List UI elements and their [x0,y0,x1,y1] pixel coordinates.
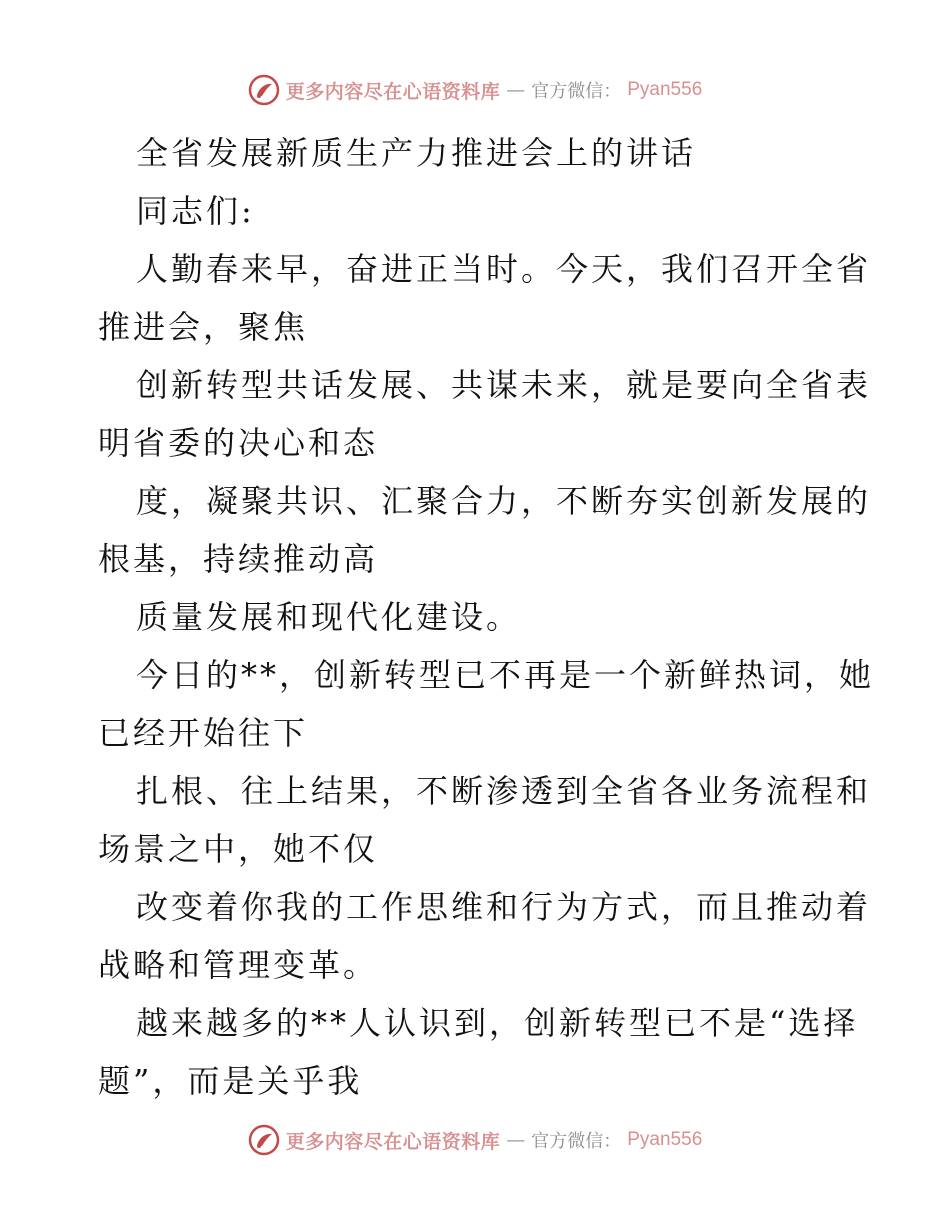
watermark-main-text: 更多内容尽在心语资料库 [285,80,501,103]
paragraph-line: 场景之中，她不仅 [98,830,379,868]
document-body [98,124,875,1110]
watermark-suffix: 官方微信： [531,81,622,102]
watermark-code: Pyan556 [627,1129,703,1150]
document-title: 全省发展新质生产力推进会上的讲话 [136,134,697,172]
watermark-suffix: 官方微信： [531,1131,622,1152]
paragraph-line: 根基，持续推动高 [98,540,379,578]
watermark-main-text: 更多内容尽在心语资料库 [285,1130,501,1153]
paragraph-line: 扎根、往上结果，不断渗透到全省各业务流程和 [136,772,872,810]
paragraph-line: 明省委的决心和态 [98,424,379,462]
paragraph-line: 今日的**，创新转型已不再是一个新鲜热词，她 [136,656,875,694]
watermark-code: Pyan556 [627,79,703,100]
paragraph-line: 越来越多的**人认识到，创新转型已不是“选择 [136,1004,859,1042]
paragraph-line: 创新转型共话发展、共谋未来，就是要向全省表 [136,366,872,404]
footer-watermark [0,1120,950,1160]
watermark-logo-icon [248,74,280,106]
paragraph-line: 改变着你我的工作思维和行为方式，而且推动着 [136,888,872,926]
paragraph-line: 质量发展和现代化建设。 [136,598,522,636]
watermark-logo-icon [248,1124,280,1156]
watermark-separator: — [506,1129,526,1151]
paragraph-line: 题”，而是关乎我 [98,1062,363,1100]
header-watermark [0,70,950,110]
watermark-separator: — [506,79,526,101]
paragraph-line: 度，凝聚共识、汇聚合力，不断夯实创新发展的 [136,482,872,520]
paragraph-line: 人勤春来早，奋进正当时。今天，我们召开全省 [136,250,872,288]
salutation: 同志们: [136,192,255,230]
paragraph-line: 已经开始往下 [98,714,309,752]
paragraph-line: 战略和管理变革。 [98,946,379,984]
paragraph-line: 推进会，聚焦 [98,308,309,346]
